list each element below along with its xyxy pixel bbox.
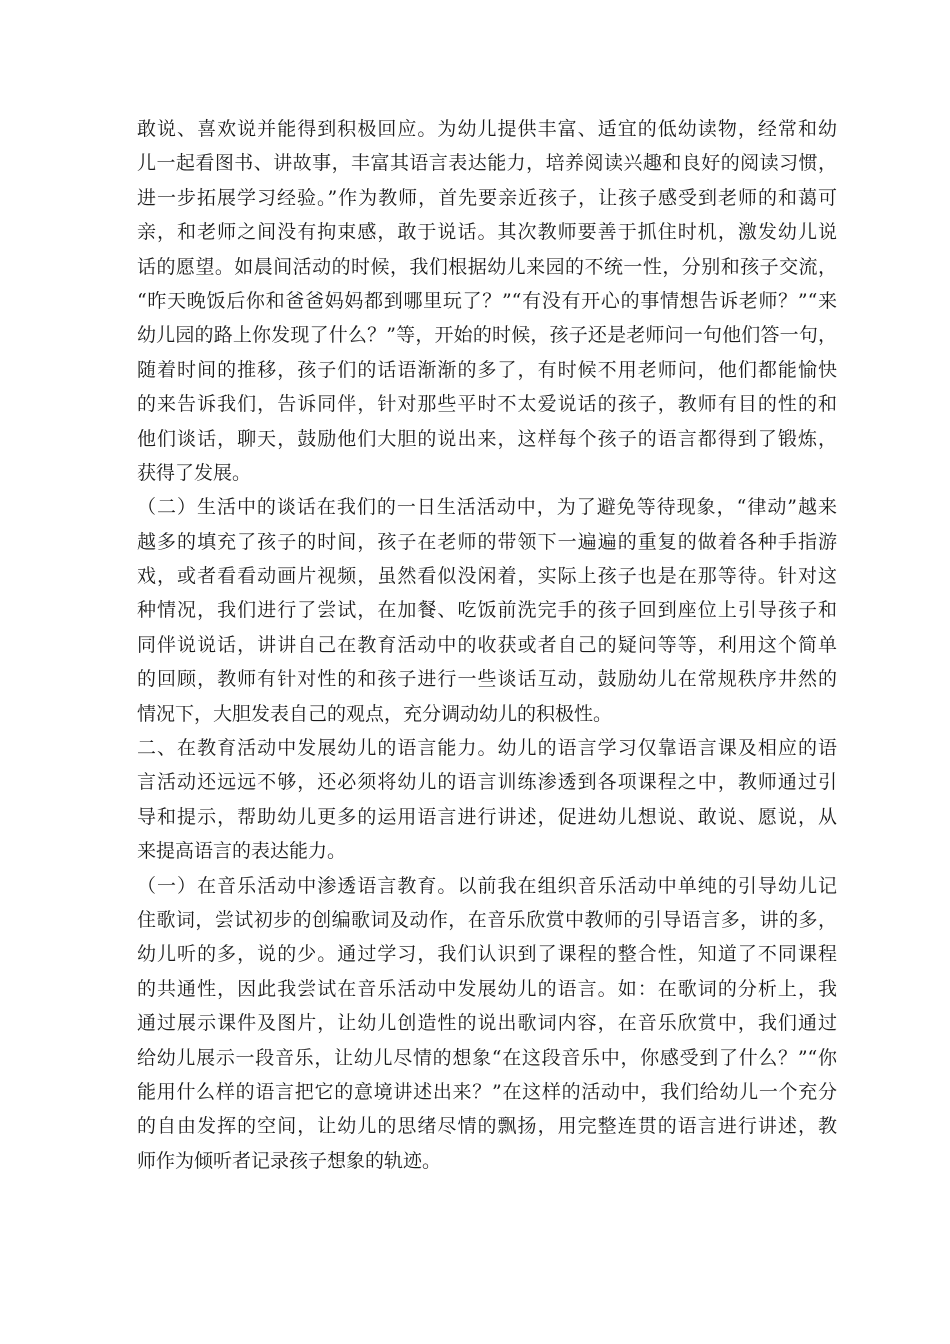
text-line: 种情况，我们进行了尝试，在加餐、吃饭前洗完手的孩子回到座位上引导孩子和 bbox=[137, 599, 837, 622]
text-line: 通过展示课件及图片，让幼儿创造性的说出歌词内容，在音乐欣赏中，我们通过 bbox=[137, 1012, 837, 1035]
text-line: 的自由发挥的空间，让幼儿的思绪尽情的飘扬，用完整连贯的语言进行讲述，教 bbox=[137, 1115, 837, 1138]
text-line: （一）在音乐活动中渗透语言教育。以前我在组织音乐活动中单纯的引导幼儿记 bbox=[137, 874, 837, 897]
text-line: 幼儿园的路上你发现了什么？”等，开始的时候，孩子还是老师问一句他们答一句， bbox=[137, 324, 837, 347]
text-line: 随着时间的推移，孩子们的话语渐渐的多了，有时候不用老师问，他们都能愉快 bbox=[137, 358, 837, 381]
text-line: 住歌词，尝试初步的创编歌词及动作，在音乐欣赏中教师的引导语言多，讲的多， bbox=[137, 908, 837, 931]
text-line: 的共通性，因此我尝试在音乐活动中发展幼儿的语言。如：在歌词的分析上，我 bbox=[137, 977, 837, 1000]
text-line: 戏，或者看看动画片视频，虽然看似没闲着，实际上孩子也是在那等待。针对这 bbox=[137, 565, 837, 588]
text-line: 儿一起看图书、讲故事，丰富其语言表达能力，培养阅读兴趣和良好的阅读习惯， bbox=[137, 152, 837, 175]
text-line: 越多的填充了孩子的时间，孩子在老师的带领下一遍遍的重复的做着各种手指游 bbox=[137, 530, 837, 553]
text-line: 的来告诉我们，告诉同伴，针对那些平时不太爱说话的孩子，教师有目的性的和 bbox=[137, 393, 837, 416]
text-line: 获得了发展。 bbox=[137, 461, 252, 484]
text-line: 二、在教育活动中发展幼儿的语言能力。幼儿的语言学习仅靠语言课及相应的语 bbox=[137, 737, 837, 760]
text-line: “昨天晚饭后你和爸爸妈妈都到哪里玩了？”“有没有开心的事情想告诉老师？”“来 bbox=[137, 289, 837, 312]
text-line: 师作为倾听者记录孩子想象的轨迹。 bbox=[137, 1149, 442, 1172]
text-line: 话的愿望。如晨间活动的时候，我们根据幼儿来园的不统一性，分别和孩子交流， bbox=[137, 255, 837, 278]
text-line: 亲，和老师之间没有拘束感，敢于说话。其次教师要善于抓住时机，激发幼儿说 bbox=[137, 221, 837, 244]
text-line: 幼儿听的多，说的少。通过学习，我们认识到了课程的整合性，知道了不同课程 bbox=[137, 943, 837, 966]
document-body bbox=[137, 112, 837, 1178]
text-line: 言活动还远远不够，还必须将幼儿的语言训练渗透到各项课程之中，教师通过引 bbox=[137, 771, 837, 794]
text-line: （二）生活中的谈话在我们的一日生活活动中，为了避免等待现象，“律动”越来 bbox=[137, 496, 837, 519]
text-line: 进一步拓展学习经验。”作为教师，首先要亲近孩子，让孩子感受到老师的和蔼可 bbox=[137, 186, 837, 209]
text-line: 敢说、喜欢说并能得到积极回应。为幼儿提供丰富、适宜的低幼读物，经常和幼 bbox=[137, 118, 837, 140]
text-line: 导和提示，帮助幼儿更多的运用语言进行讲述，促进幼儿想说、敢说、愿说，从 bbox=[137, 805, 837, 828]
text-line: 能用什么样的语言把它的意境讲述出来？”在这样的活动中，我们给幼儿一个充分 bbox=[137, 1080, 837, 1103]
text-line: 同伴说说话，讲讲自己在教育活动中的收获或者自己的疑问等等，利用这个简单 bbox=[137, 633, 837, 656]
text-line: 给幼儿展示一段音乐，让幼儿尽情的想象“在这段音乐中，你感受到了什么？”“你 bbox=[137, 1046, 837, 1069]
text-line: 情况下，大胆发表自己的观点，充分调动幼儿的积极性。 bbox=[137, 702, 613, 725]
text-line: 来提高语言的表达能力。 bbox=[137, 840, 347, 863]
text-line: 他们谈话，聊天，鼓励他们大胆的说出来，这样每个孩子的语言都得到了锻炼， bbox=[137, 427, 837, 450]
text-line: 的回顾，教师有针对性的和孩子进行一些谈话互动，鼓励幼儿在常规秩序井然的 bbox=[137, 668, 837, 691]
